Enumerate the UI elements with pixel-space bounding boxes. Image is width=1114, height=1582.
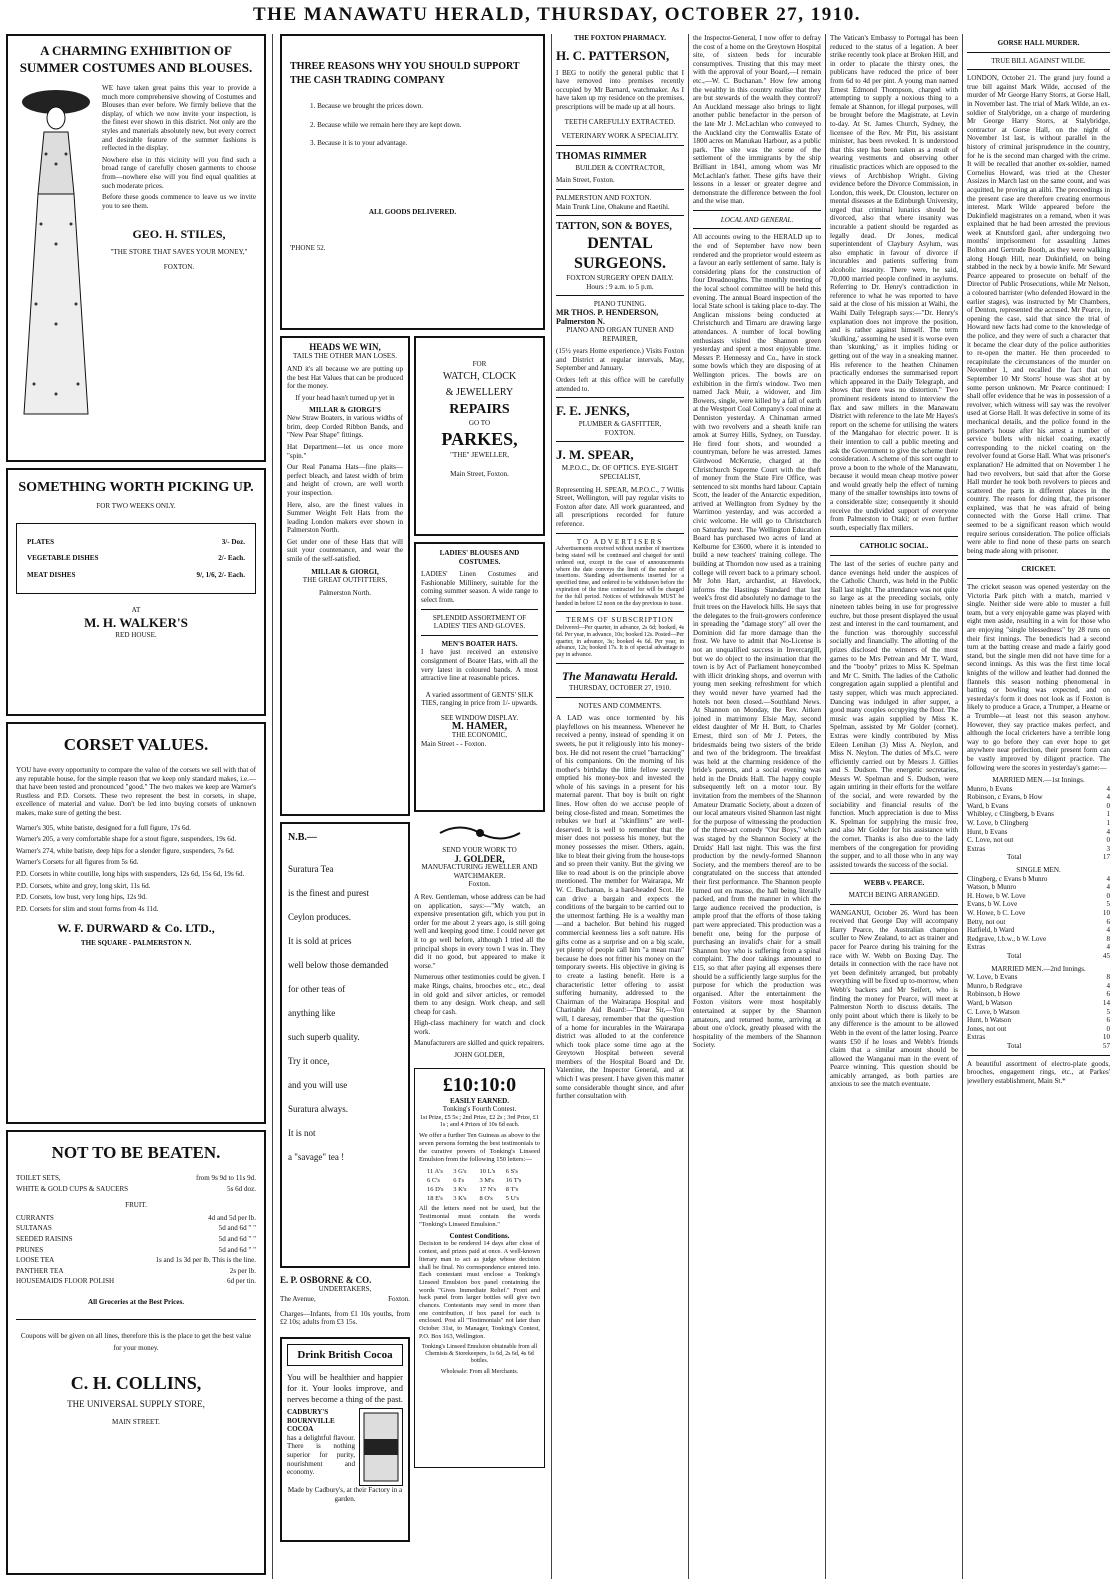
hamer-text: LADIES' Linen Costumes and Fashionable Millinery, suitable for the coming summer season. A wide range to select from. [421,570,538,604]
catholic-text: The last of the series of euchre party and dance evenings held under the auspices of the Catholic Church, was held in the Public Hall last night. The attendance was not quite so large as at the preceding socials, only nineteen tables being in use for progressive euchre, but those present displayed the usual zest and interest in the card tournament, and the function was thoroughly successful socially and financially. The allotting of the prizes disclosed the winners of the most games to be Mrs Petrean and Mr T. Ward, and the "booby" prizes to Miss K. Spelman and Mr C. Smith. The ladies of the Catholic congregation again supplied a plentiful and tasty supper, which was much appreciated. Dancing was indulged in after supper, a good many couples occupying the floor. The music was again supplied by Miss K. Spelman, assisted by Mr Golder (cornet). Extras were kindly contributed by Miss Eileen Lenihan (3) Miss A. Neylon, and Miss N. Neylon. The duties of M's.C. were efficiently carried out by Messrs J. Gillies and S. Dudson. The energetic secretaries, Messrs W. Spelman and S. Dudson, were again untiring in their efforts for the welfare of the social, and were rewarded by the sociability and financial results of the function. Much appreciation is due to Miss K. Spelman for supplying the music free, and also Mr Golder for his assistance with the cornet. Thanks is also due to the lady members of the congregation for providing the supper, and to all those who in any way assisted towards the success of the social. [830,560,958,869]
runs: 8 [1106,934,1110,943]
suratura-advert [280,822,410,1268]
herald-title: The Manawatu Herald. [561,668,679,683]
batsman: Clingberg, c Evans b Munro [967,874,1048,883]
millar-town: Palmerston North. [318,588,371,597]
runs: 3 [1106,844,1110,853]
score-row [967,845,1110,854]
stiles-slogan: "THE STORE THAT SAVES YOUR MONEY," [110,248,248,257]
suratura-line: It is sold at prices [288,935,352,946]
batsman: Ward, b Watson [967,998,1013,1007]
stiles-firm: GEO. H. STILES, [132,227,226,242]
runs: 0 [1106,801,1110,810]
masthead: THE MANAWATU HERALD, THURSDAY, OCTOBER 27, 1910. [253,4,861,25]
corset-line: Warner's Corsets for all figures from 5s 6d. [16,858,139,867]
millar-firm-in: MILLAR & GIORGI'S [309,405,381,414]
batsman: C. Love, not out [967,836,1014,845]
hamer-sub: THE ECONOMIC, [451,731,508,740]
batsman: Evans, b W. Love [967,900,1018,909]
henderson-sub: PIANO AND ORGAN TUNER AND REPAIRER, [566,326,674,343]
walker-at: AT [131,606,141,615]
teeth-line: TEETH CAREFULLY EXTRACTED. [564,117,676,126]
millar-text: Get under one of these Hats that will suit your countenance, and wear the smile of the self-satisfied. [287,537,403,564]
runs: 4 [1106,981,1110,990]
durward-advert [6,722,266,1124]
osborne-address: The Avenue, Foxton. [280,1295,410,1304]
collins-coupons: Coupons will be given on all lines, therefore this is the place to get the best value for your money. [20,1331,252,1352]
suratura-line: It is not [288,1127,316,1138]
batsman: H. Howe, b W. Love [967,891,1026,900]
cocoa-text: You will be healthier and happier for it. Your looks improve, and nerves become a thing of the past. [287,1371,403,1404]
collins-title: NOT TO BE BEATEN. [51,1143,221,1162]
golder-text: High-class machinery for watch and clock work. [414,1019,545,1036]
walker-price-table [16,523,256,595]
runs: 10 [1102,1033,1110,1042]
rimmer-name: THOMAS RIMMER [556,150,647,162]
tonking-contest: Tonking's Fourth Contest. [442,1105,517,1114]
suratura-line: Suratura Tea [288,863,334,874]
runs: 4 [1106,793,1110,802]
tatton-name: TATTON, SON & BOYES, [556,221,672,233]
married-second-innings-scores [967,973,1110,1042]
stiles-title: A CHARMING EXHIBITION OF SUMMER COSTUMES AND BLOUSES. [19,43,253,75]
score-row [967,875,1110,884]
millar-sub: TAILS THE OTHER MAN LOSES. [293,351,397,360]
millar-text: Our Real Panama Hats—fine plaits—perfect bleach, and latest width of brim and height of crown, are well worth your inspection. [287,463,403,497]
millar-advert [280,336,410,816]
score-row [967,1008,1110,1017]
fruit-row: LOOSE TEA 1s and 1s 3d per lb. This is the line. [16,1256,256,1265]
column-1 [6,34,266,1579]
millar-title: HEADS WE WIN, [309,342,381,352]
runs: 4 [1106,926,1110,935]
suratura-line: Suratura always. [288,1103,348,1114]
golder-sign: JOHN GOLDER, [454,1051,505,1060]
millar-text: AND it's all because we are putting up the best Hat Values that can be produced for the money. [287,365,403,391]
walker-title: SOMETHING WORTH PICKING UP. [18,480,254,495]
suratura-line: well below those demanded [288,959,389,970]
cash-phone: 'PHONE 52. [290,244,326,253]
cash-delivered: ALL GOODS DELIVERED. [368,207,457,216]
catholic-heading: CATHOLIC SOCIAL. [859,542,929,551]
tonking-conditions: Contest Conditions. [449,1231,510,1240]
golder-firm: J. GOLDER, [454,853,505,864]
score-row [967,935,1110,944]
parkes-line: WATCH, CLOCK [442,370,517,382]
parkes-street: Main Street, Foxton. [450,469,509,478]
cocoa-tin-image [359,1408,403,1486]
golder-send: SEND YOUR WORK TO [442,846,517,854]
score-row [967,999,1110,1008]
price-row: MEAT DISHES 9/, 1/6, 2/- Each. [27,570,245,579]
batsman: Betty, not out [967,917,1006,926]
batsman: W. Love, b Evans [967,973,1018,982]
collins-groceries: All Groceries at the Best Prices. [88,1297,184,1306]
hamer-see: SEE WINDOW DISPLAY. [440,713,519,722]
score-row [967,892,1110,901]
batsman: Hatfield, b Ward [967,926,1015,935]
tonking-text: We offer a further Ten Guineas as above to the seven persons forming the best testimonials to the curative powers of Tonking's Linseed Emulsion from the following 150 letters:— [419,1131,540,1163]
runs: 5 [1106,900,1110,909]
score-row [967,810,1110,819]
walker-advert [6,468,266,716]
osborne-sub: UNDERTAKERS, [318,1284,372,1293]
batsman: Whibley, c Clingberg, b Evans [967,810,1054,819]
hamer-text: I have just received an extensive consignment of Boater Hats, with all the very latest in coloured bands. A most attractive line at reasonable prices. [421,648,538,683]
cash-title: THREE REASONS WHY YOU SHOULD SUPPORT THE CASH TRADING COMPANY [290,61,520,86]
batsman: Munro, b Evans [967,784,1013,793]
tonking-title: £10:10:0 [442,1073,517,1096]
score-row [967,990,1110,999]
osborne-charges: Charges—Infants, from £1 10s youths, from £2 10s; adults from £3 15s. [280,1309,410,1327]
score-row [967,1016,1110,1025]
local-text: All accounts owing to the HERALD up to the end of September have now been rendered and the proprietor would esteem as a favour an early settlement of same. Italy is considering plans for the construction of four Dreadnoughts. The monthly meeting of the local school committee will be held this evening. The annual Board inspection of the local State school is taking place to-day. The Anglican missions being conducted at Christchurch and Timaru are drawing large attendances. A number of local bowling enthusiasts visited the Shannon green yesterday and spent a most enjoyable time. Messrs P. Hennessy and Co., have in stock some bowls which they are disposing of at Wellington prices. The bowls are on exhibition in the firm's window. Two men named Jack Muir, a widower, and Jim Bowers, single, were killed by a fall of earth at the Westport Coal Company's coal mine at Denniston yesterday. A Chinaman armed with two revolvers and a sheath knife ran amok at Surrey Hills, Sydney, on Tuesday. He fired four shots, and wounded a countryman, before he was arrested. James Girdwood McKenzie, charged at the Christchurch Supreme Court with the theft of money from the State Fire Office, was sentenced to six months hard labour. Captain Scott, the leader of the Antarctic expedition, arrived at Wellington from Sydney by the Warrimoo yesterday, and was accorded a civic welcome. He will go to Christchurch on Saturday next. The Wellington Education Board has purchased two acres of land at Kelburne for £3600, where it is intended to build a new teachers' training college. The building at Thorndon now used as a training college will revert back to a primary school. Mr John Hart, archardist, at Havelock, informs the Hastings Standard that last week's frost did absolutely no damage to the fruit trees on the Havelock hills. He says that the delegates to the fruit-growers conference in spreading the "damage story" all over the Dominion did far more damage than the frost. We have to admit that No-License is not an unqualified success in Invercargill, but we do object to the insinuation that the town is by Act of Parliament honeycombed with illicit drinking shops, and overrun with young men seeking refreshment for which they would never have yearned had the hotels not been closed.—Southland News. At Shannon on Monday, the Rev. Aitken joined in matrimony Elsie May, second eldest daughter of Mr H. Butt, to Charles Ernest, third son of Mr J. Peters, the bridesmaids being two sisters of the bride and two of the bridegroom. The breakfast was held at the charming residence of the bride's parents, and a social evening was held in the Druids Hall. The happy couple subsequently left on a motor tour. By invitation from the members of the Shannon Amateur Dramatic Society, about a dozen of our local amateurs visited Shannon last night for the purpose of witnessing the production of the three-act comedy "Our Boys," which was staged by the Shannon Society at the Druids' Hall last night. This was the first production by the newly-formed Shannon Society, and the members thereof are to be congratulated on the success that attended their first performance. The Shannon people turned out en masse, the hall being literally packed, and from the manner in which the large audience received the production, is ample proof that the efforts of those taking part were appreciated. This production was a benefit one, being for the purpose of purchasing an invalid's chair for a small Shannon boy who is suffering from a spinal complaint. The door takings amounted to £15, so that after paying all expenses there should be a sufficiently large surplus for the purpose for which the production was organised. After the entertainment the Foxton visitors were most hospitably entertained at supper by the Shannon amateurs, and returned home, arriving at about one o'clock, greatly pleased with the hospitality of the members of the Shannon Society. [693,233,821,1050]
suratura-title: N.B.— [288,832,317,843]
millar-firm: MILLAR & GIORGI, [311,567,379,576]
notes-heading: NOTES AND COMMENTS. [578,701,662,710]
spear-name: J. M. SPEAR, [556,447,634,463]
score-row [967,982,1110,991]
cricket-heading: CRICKET. [1021,565,1056,574]
pharmacy-heading: THE FOXTON PHARMACY. [573,34,667,42]
cash-reason: 2. Because while we remain here they are kept down. [310,120,462,129]
suratura-line: for other teas of [288,983,346,994]
golder-ornament [414,822,545,846]
suratura-line: Try it once, [288,1055,330,1066]
spear-text: Representing H. SPEAR, M.P.O.C., 7 Willis Street, Wellington, will pay regular visits to Foxton after date. All work guaranteed, and all prescriptions recorded for future reference. [556,485,684,528]
corset-line: P.D. Corsets, white and grey, long skirt, 11s 6d. [16,881,151,890]
batsman: C. Love, b Watson [967,1007,1020,1016]
gorse-sub: TRUE BILL AGAINST WILDE. [991,56,1086,65]
batsman: Extras [967,1033,986,1042]
score-row [967,943,1110,952]
golder-text: Numerous other testimonies could be given. I make Rings, chains, brooches etc., etc., deal in old gold and silver articles, or remodel them to any design. Work cheap, and sell cheap for cash. [414,973,545,1016]
webb-sub: MATCH BEING ARRANGED. [848,891,940,899]
durward-title: CORSET VALUES. [63,735,209,754]
golder-text: Manufacturers are skilled and quick repairers. [414,1039,545,1048]
hamer-heading: SPLENDID ASSORTMENT OF LADIES' TIES AND GLOVES. [432,613,527,631]
parkes-footnote: A beautiful assortment of electro-plate goods, brooches, engagement rings, etc., at Parkes' jewellery establishment, Main St.* [967,1059,1110,1085]
corset-line: P.D. Corsets in white coutille, long hips with suspenders, 12s 6d, 15s 6d, 19s 6d. [16,869,245,878]
parkes-for: FOR [472,360,487,368]
cash-trading-advert [280,34,545,330]
golder-sub: MANUFACTURING JEWELLER AND WATCHMAKER. [421,863,538,880]
suratura-line: Ceylon produces. [288,911,351,922]
runs: 8 [1106,973,1110,982]
cocoa-advert [280,1337,410,1542]
runs: 14 [1102,998,1110,1007]
runs: 0 [1106,891,1110,900]
married-first-innings-heading: MARRIED MEN.—1st Innings. [992,776,1085,785]
fruit-row: HOUSEMAIDS FLOOR POLISH 6d per tin. [16,1277,256,1286]
tonking-foot: Wholesale: From all Merchants. [440,1368,519,1375]
runs: 4 [1106,874,1110,883]
score-row [967,1033,1110,1042]
runs: 6 [1106,1016,1110,1025]
millar-text: Here, also, are the finest values in Summer Weight Felt Hats from the leading London makers ever shown in Palmerston North. [287,500,403,535]
fruit-heading: FRUIT. [125,1201,147,1210]
parkes-advert [414,336,545,536]
tonking-advert [414,1068,545,1468]
parkes-line: REPAIRS [449,401,510,417]
cocoa-title: Drink British Cocoa [287,1344,403,1366]
parkes-firm: PARKES, [441,429,518,450]
rimmer-address: Main Street, Foxton. [556,176,615,185]
subscription-heading: TERMS OF SUBSCRIPTION [566,616,674,625]
score-total: Total 57 [1007,1041,1110,1050]
score-row [967,1025,1110,1034]
score-row [967,819,1110,828]
batsman: Hunt, b Evans [967,827,1008,836]
runs: 0 [1106,1024,1110,1033]
durward-intro: YOU have every opportunity to compare the value of the corsets we sell with that of any reputable house, for the simple reason that we keep only standard makes, i.e.—that have been tested and pronounced "good." The two makes we keep are Warner's Rustless and P.D. Corsets. These two represent the best in corsets, in shape, excellence of material and value. Don't be led into buying corsets of unknown makes, make sure of getting the best. [16,766,256,817]
batsman: W. Love, b Clingberg [967,819,1029,828]
married-first-innings-scores [967,785,1110,854]
jenks-town: FOXTON. [604,428,636,437]
score-row [967,918,1110,927]
hamer-title: LADIES' BLOUSES AND COSTUMES. [439,549,520,566]
dental-heading: DENTAL SURGEONS. [573,235,667,273]
suratura-line: anything like [288,1007,336,1018]
durward-firm: W. F. DURWARD & Co. LTD., [57,921,215,936]
cash-reason: 1. Because we brought the prices down. [310,102,424,110]
runs: 4 [1106,883,1110,892]
hamer-firm: M. HAMER, [451,720,508,732]
price-row: VEGETABLE DISHES 2/- Each. [27,554,245,563]
batsman: W. Howe, b C. Love [967,909,1026,917]
millar-text: New Straw Boaters, in various widths of brim, deep Corded Ribbon Bands, and "New Pear Shape" fittings. [287,414,403,440]
suratura-line: a "savage" tea ! [288,1151,345,1162]
runs: 1 [1106,819,1110,828]
col4-text: the Inspector-General, I now offer to defray the cost of a home on the Greytown Hospital site, of sixteen beds for incurable consumptives. Trusting that this may meet with the approval of your Board,—I remain etc.,—W. C. Buchanan." How few among the wealthy in this country realise that they are but stewards of the wealth they control? An Auckland message also brings to light another public benefactor in the person of the late Mr J. McLachlan who conveyed to the Auckland city the Cornwallis Estate of 1800 acres on Manukau Harbour, as a public park. The site was the scene of the settlement of the immigrants by the ship Brilliant in 1841, among whom was Mr McLachlan's father. These gifts have their lessons in a lesser or greater degree and demonstrate the difference between the fool and the wise man. [693,34,821,206]
millar-outfitters: THE GREAT OUTFITTERS, [302,576,388,585]
suratura-line: is the finest and purest [288,887,369,898]
piano-heading: PIANO TUNING. [593,300,647,309]
dental-sub: FOXTON SURGERY OPEN DAILY. [566,274,674,283]
stiles-body-3: Before these goods commence to leave us we invite you to see them. [102,193,256,210]
batsman: Robinson, c Evans, b How [967,793,1043,802]
corset-line: Warner's 305, white batiste, designed for a full figure, 17s 6d. [16,823,191,832]
subscription-text: Delivered—Per quarter, in advance, 2s 6d; booked, 4s 6d. Per year, in advance, 10s; booked 12s. Posted—Per quarter, in advance, 3s; booked 4s 6d. Per year, in advance, 12s; booked 17s. It is of special advantage to pay in advance. [556,624,684,659]
tonking-prizes: 1st Prize, £5 5s ; 2nd Prize, £2 2s ; 3rd Prize, £1 1s ; and 4 Prizes of 10s 6d each. [419,1113,540,1129]
column-5 [830,34,958,1579]
runs: 4 [1106,784,1110,793]
spear-sub: M.P.O.C., Dr. OF OPTICS. EYE-SIGHT SPECIALIST, [561,464,679,482]
jenks-sub: PLUMBER & GASFITTER, [578,420,662,429]
score-row [967,785,1110,794]
corset-line: P.D. Corsets for slim and stout forms from 4s 11d. [16,904,159,913]
batsman: Watson, b Munro [967,883,1017,892]
single-men-heading: SINGLE MEN. [1016,866,1061,875]
henderson-name: MR THOS. P. HENDERSON, Palmerston N. [556,307,659,326]
score-total: Total 17 [1007,853,1110,862]
osborne-advert [280,1276,410,1327]
advertisers-heading: TO ADVERTISERS [576,537,664,546]
gorse-text: LONDON, October 21. The grand jury found a true bill against Mark Wilde, accused of the murder of Mr George Harry Storrs, at Gorse Hall, in November last. The trial of Mark Wilde, an ex-soldier of Stalybridge, on a charge of murdering Mr George Harry Storrs, at Stalybridge, contractor at Gorse Hall, on the night of November 1st last, is without parallel in the history of criminal jurisprudence in the country, for he is the second man charged with the crime. It will be recalled that another ex-soldier, named Cornelius Howard, was tried at the Chester Assizes in March last on the same count, and was acquitted, he proving an alibi. The proceedings in the present case are therefore creating enormous interest. Mark Wilde appeared before the Dukinfield magistrates on a remand, when it was explained that he had been arrested the previous week at Knutsford gaol, after undergoing two months' imprisonment for assaulting James Bolton and Gertrude Booth, as they were walking along Hough Hill, near Dukinfield, on being stabbed in the neck by a bowie knife. Mr Seward Pearce appeared to prosecute on behalf of the Director of Public Prosecutions, while Mr Nelson, a coloured barrister (who defended Howard in the earlier stages), was instructed by Mr Chambers, of Denton, represented the accused. Mr Pearce, in opening the case, said that since the trial of Howard new facts had come to the knowledge of the police, and they were of such a character that it became the clear duty of the police authorities to re-open the matter. He then proceeded to recapitulate the circumstances of the murder on November 1, and recalled the fact that on September 10 Mr Storrs' house was shot at by some person unknown. Mr Pearce continued: I shall offer evidence that he was in possession of a revolver, which witness will say was the revolver used at Gorse Hall. It was defective in some of its mechanical details, and the police found in the prisoner's house after his arrest a number of service bullets with nickel coating, exactly corresponding to the nickel coating on the revolver found at Gorse Hall. What was prisoner's explanation? He admitted that on November 1 he had two revolvers, but said that after the Gorse Hall murder he took both revolvers to pieces and scattered the parts in different places in the country. The reason for doing that, the prisoner explained, was that he was afraid of being connected with the Gorse Hall crime. That seemed to be a significant reason which would require serious consideration. The police officials were able to find none of these parts on search being made along with prisoner. [967,74,1110,555]
rimmer-sub: BUILDER & CONTRACTOR, [575,163,665,172]
col5-text: The Vatican's Embassy to Portugal has been reduced to the status of a legation. A beer strike recently took place at Broken Hill, and in order to placate the thirsty ones, the publicans have reduced the price of beer from 6d to 4d per pint. A young man named Ernest Edmond Thompson, charged with attempting to supply a noxious thing to a female at Shannon, for illegal purposes, will be brought before the Magistrate, at Levin to-day. At St. James Church, Sydney, the licensee of the Rev. Mr Pitt, his assistant minister, has been revoked. It is understood that this step has been taken as a result of wearing vestments and observing other ritualistic practices which are opposed to the views of Archbishop Wright. Giving evidence before the Divorce Commission, in London, this week, Dr. Clouston, lecturer on mental diseases at the Edinburgh University, urged that criminal lunatics should be divorced, also that where insanity was incurable a patient should be regarded as legally dead. Dr Jones, medical superintendent of Claybury Asylum, was also emphatic in favour of divorce if incurables and patients suffering from alcoholic insanity. There were, he said, 70,000 married people confined in asylums. Referring to Dr. Henry's contradiction in reference to what he was reported to have said at the close of his mission at Waihi, the Waihi Daily Telegraph says:—"Dr. Henry's explanation does not improve the position, and is rather against himself. The term 'skulking,' assuming he used it is worse even than 'skunking,' as it implies hiding or getting out of the way in a sneaking manner. His reference to the heathen Chinamen practically endorses the summarised report which appeared in the Daily Telegraph, and shows that there was no distortion." Two prominent residents intend to interview the flax and saw millers in the Manawatu District with reference to the late Mr Hayes's report on the scheme for utilising the waters of the Mangahao for electric power. It is their intention to call a public meeting and ask the Government to give the scheme their consideration. A scheme of this sort ought to prove a boon to the whole of the Manawatu, because it would mean cheap motive power and would greatly help the effect of turning many of the smaller townships into towns of a considerable size; consequently it should receive the undivided support of everyone from Palmerston to Otaki; or even further south, especially flax millers. [830,34,958,532]
osborne-firm: E. P. OSBORNE & CO. [280,1275,372,1285]
cocoa-brand: CADBURY'S BOURNVILLE COCOA [287,1407,335,1434]
tonking-text: Decision to be rendered 14 days after close of contest, and prizes paid at once. A well-known literary man to act as judge whose decision shall be final. No correspondence entered into. Each contestant must enclose a Tonking's Linseed Emulsion box panel containing the words "Gives Immediate Relief." Front and back panel from larger bottles will give two chances. Contestants may send in more than one contribution, if box panel for each is enclosed. Post all "Testimonials" not later than October 31st, to Manager, Tonking's Contest, P.O. Box 163, Wellington. [419,1240,540,1340]
price-row: PLATES 3/- Doz. [27,537,245,546]
collins-tagline: THE UNIVERSAL SUPPLY STORE, [67,1398,205,1409]
henderson-text: (15½ years Home experience.) Visits Foxton and District at regular intervals, May, September and January. [556,347,684,373]
score-row [967,973,1110,982]
runs: 10 [1102,909,1110,917]
runs: 4 [1106,827,1110,836]
column-4 [693,34,821,1579]
column-3 [556,34,684,1579]
patterson-name: H. C. PATTERSON, [556,47,670,63]
score-row [967,926,1110,935]
runs: 4 [1106,943,1110,952]
lady-illustration [16,84,96,424]
batsman: Extras [967,943,986,952]
collins-advert [6,1130,266,1575]
suratura-line: and you will use [288,1079,348,1090]
batsman: Munro, b Redgrave [967,981,1023,990]
column-6 [967,34,1110,1579]
column-2 [280,34,545,1579]
batsman: Redgrave, l.b.w., b W. Love [967,934,1047,943]
score-row [967,900,1110,909]
batsman: Extras [967,844,986,853]
single-men-scores [967,875,1110,952]
parkes-line: & JEWELLERY [445,386,514,398]
notes-text: A LAD was once tormented by his playfellows on his meanness. Whenever he received a penny, instead of spending it on sweets, he put it religiously into his money-box. He did not resent the cruel "barracking" of his companions. On the morning of his mother's birthday the little fellow secretly emptied his money-box and invested the whole of his savings in a present for his maternal parent. That boy is built on right lines. How often do we accuse people of being close-fisted and mean. Sometimes the rebukes we hurl at "skinflints" are well-deserved. It is well to remember that the miser does not possess his money, but the money possesses the miser. Others, again, like to bleat their giving from the house-tops and so preen their vanity. But the giving we like to read about is on the principle above mentioned. The member for Wairarapa, Mr W. C. Buchanan, is a hard-headed Scot. He can drive a bargain and expects the conditions of the bargain to be carried out to the uttermost farthing. He is a wealthy man—and a bachelor. But behind his rugged commercial keenness lies a soft nature. His gifts come as a surprise and on a big scale, yet plenty of people call him "a mean man" because he does not fritter his money on the temporary sweets. His objective in giving is to create a lasting benefit. Here is a characteristic letter offering to assist suffering humanity, addressed to the Chairman of the Wairarapa Hospital and Charitable Aid Board:—"Dear Sir,—You will, I daresay, remember that the question of a home for incurables in the Wairarapa district was alluded to at the conference which took place some time ago at the Greytown Hospital between several members of the Hospital Board and Dr. Valentine, the Inspector General, and at which I was present. I have given this matter some considerable thought since, and after further consultation with [556,714,684,1101]
golder-text: A Rev. Gentleman, whose address can be had on application, says:—"My watch, an expensive presentation gift, which you put in order for me about 2 years ago, is still going well and keeping good time. I could never get it to go well before, although I tried all the principal shops in every town I was in. They did it no good, but appeared to make it worse." [414,892,545,970]
collins-row: TOILET SETS, from 9s 9d to 11s 9d. [16,1174,256,1182]
married-second-innings-heading: MARRIED MEN.—2nd Innings. [991,964,1086,973]
runs: 1 [1106,810,1110,819]
score-row [967,802,1110,811]
stiles-body-2: Nowhere else in this vicinity will you find such a broad range of carefully chosen garments to choose from—nowhere else will you find equal qualities at such moderate prices. [102,155,256,190]
score-total: Total 45 [1007,951,1110,960]
stiles-body: WE have taken great pains this year to provide a much more comprehensive showing of Costumes and Blouses than ever before. We firmly believe that the display, of which we now invite your inspection, is the finest ever shown in this district. Not only are the styles and materials absolutely new, but every correct and desirable feature of the summer fashions is reflected in the display. [102,84,256,153]
henderson-text: Orders left at this office will be carefully attended to. [556,376,684,393]
webb-heading: WEBB v. PEARCE. [863,879,925,888]
tonking-sub: EASILY EARNED. [449,1096,509,1105]
gorse-heading: GORSE HALL MURDER. [997,39,1080,47]
millar-text: If your head hasn't turned up yet in [295,393,395,402]
runs: 6 [1106,917,1110,926]
golder-advert [414,822,545,1060]
runs: 6 [1106,990,1110,999]
score-row [967,793,1110,802]
hamer-street: Main Street - - Foxton. [421,739,487,748]
tonking-foot: Tonking's Linseed Emulsion obtainable from all Chemists & Storekeepers, 1s 6d, 2s 6d, 4s 6d bottles. [421,1343,538,1364]
cash-reason: 3. Because it is to your advantage. [310,139,408,148]
stiles-town: FOXTON. [163,262,195,271]
rimmer-route: Main Trunk Line, Ohakune and Raetihi. [556,202,670,211]
walker-firm: M. H. WALKER'S [84,614,188,630]
hamer-heading: MEN'S BOATER HATS. [441,639,518,648]
patterson-text: I BEG to notify the general public that I have removed into premises recently occupied by Mr Barnard, watchmaker. As I have taken up my residence on the premises, prescriptions will be made up at all hours. [556,68,684,111]
batsman: Ward, b Evans [967,801,1009,810]
batsman: Hunt, b Watson [967,1016,1012,1025]
fruit-row: SULTANAS 5d and 6d " " [16,1224,256,1233]
cocoa-made: Made by Cadbury's, at their Factory in a garden. [287,1485,403,1503]
herald-date: THURSDAY, OCTOBER 27, 1910. [569,683,671,692]
fruit-row: PRUNES 5d and 6d " " [16,1245,256,1254]
collins-row: WHITE & GOLD CUPS & SAUCERS 5s 6d doz. [16,1184,256,1193]
millar-text: Hat Department—let us once more "spin." [287,442,403,460]
score-row [967,883,1110,892]
tonking-letter-grid: 11 A's 3 G's 10 L's 6 S's 6 C's 6 I's 3 M's 16 T's 16 D's 3 K's 17 N's 8 T's 18 E's 3 K's 8 O's 5 U's [427,1167,522,1202]
batsman: Robinson, b Howe [967,990,1021,999]
runs: 0 [1106,836,1110,845]
rimmer-route: PALMERSTON AND FOXTON. [556,193,652,202]
cocoa-text: has a delightful flavour. There is nothing superior for purity, nourishment and economy. [287,1433,355,1477]
collins-street: MAIN STREET. [112,1418,160,1427]
hamer-text: A varied assortment of GENTS' SILK TIES, ranging in price from 1/- upwards. [421,690,538,708]
stiles-advert [6,34,266,462]
parkes-sub: "THE" JEWELLER, [450,451,509,460]
fruit-row: SEEDED RAISINS 5d and 6d " " [16,1234,256,1243]
jenks-name: F. E. JENKS, [556,403,630,419]
corset-line: P.D. Corsets, low bust, very long hips, 12s 9d. [16,893,147,902]
tonking-text: All the letters need not be used, but the Testimonial must contain the words "Tonking's Linseed Emulsion." [419,1204,540,1228]
corset-line: Warner's 274, white batiste, deep hips for a slender figure, suspenders, 7s 6d. [16,846,235,855]
cricket-text: The cricket season was opened yesterday on the Victoria Park pitch with a match, married v single. Neither side were able to muster a full team, but a very enjoyable game was played with eight men aside, resulting in a win for those who are enjoying "single blessedness" by 28 runs on their first innings. The benedicts had a second turn at the batting crease and made a fairly good stand, but the single men did not have time for a second innings. As this was the first time local knights of the willow and leather had donned the flannels this season nothing phenomenal in batting or bowling was expected, and on yesterday's form it does not look as if Foxton is likely to produce a Grace, a Trumper, a Hearne or a Trumble—at least not this season anyhow. However, they say practice makes perfect, and although the local cricketers have a terrible long way to go before they can ever hope to get anywhere near perfection, their present form can be vastly improved by diligent practice. The following were the scores in yesterday's game:— [967,583,1110,772]
durward-address: THE SQUARE - PALMERSTON N. [80,939,192,948]
advertisers-text: Advertisements received without number of insertions being stated will be continued and charged for until ordered out, except in the case of announcements where the date conveys the limit of the number of insertions. Standing advertisements inserted for a specified time, and ordered to be withdrawn before the expiration of the time contracted for will be charged for the full period. Notices of withdrawals MUST be handed in before 12 noon on the day previous to issue. [556,546,684,607]
fruit-row: PANTHER TEA 2s per lb. [16,1266,256,1275]
walker-place: RED HOUSE. [115,630,157,639]
runs: 5 [1106,1007,1110,1016]
walker-sub: FOR TWO WEEKS ONLY. [96,502,176,510]
vet-line: VETERINARY WORK A SPECIALITY. [561,132,679,141]
collins-firm: C. H. COLLINS, [70,1372,202,1393]
score-row [967,836,1110,845]
local-heading: LOCAL AND GENERAL. [720,215,794,224]
parkes-goto: GO TO [468,418,491,427]
suratura-line: such superb quality. [288,1031,360,1042]
golder-town: Foxton. [468,880,491,889]
corset-line: Warner's 205, a very comfortable shape for a stout figure, suspenders, 19s 6d. [16,835,237,844]
dental-hours: Hours : 9 a.m. to 5 p.m. [586,282,654,291]
webb-text: WANGANUI, October 26. Word has been received that George Day will accompany Harry Pearce, the Australian champion sculler to New Zealand, to act as trainer and pacer for Pearce during his training for the race with W. Webb on Boxing Day. The details in connection with the race have not yet been definitely arranged, but probably everything will be fixed up to-morrow, when Webb's backers and Mr Seifert, who is finding the money for Pearce, will meet at Palmerston North to discuss details. The only point about which there is likely to be any difference is the amount to be allowed Webb in the event of the latter losing. Pearce wants £50 if he loses and Webb's friends claim that a similar amount should be allowed the Wanganui man in the event of Pearce winning. This question should be amicably arranged, as both parties are anxious to see the match eventuate. [830,908,958,1089]
score-row [967,909,1110,918]
score-row [967,828,1110,837]
batsman: Jones, not out [967,1024,1007,1033]
fruit-row: CURRANTS 4d and 5d per lb. [16,1213,256,1222]
hamer-advert [414,542,545,812]
